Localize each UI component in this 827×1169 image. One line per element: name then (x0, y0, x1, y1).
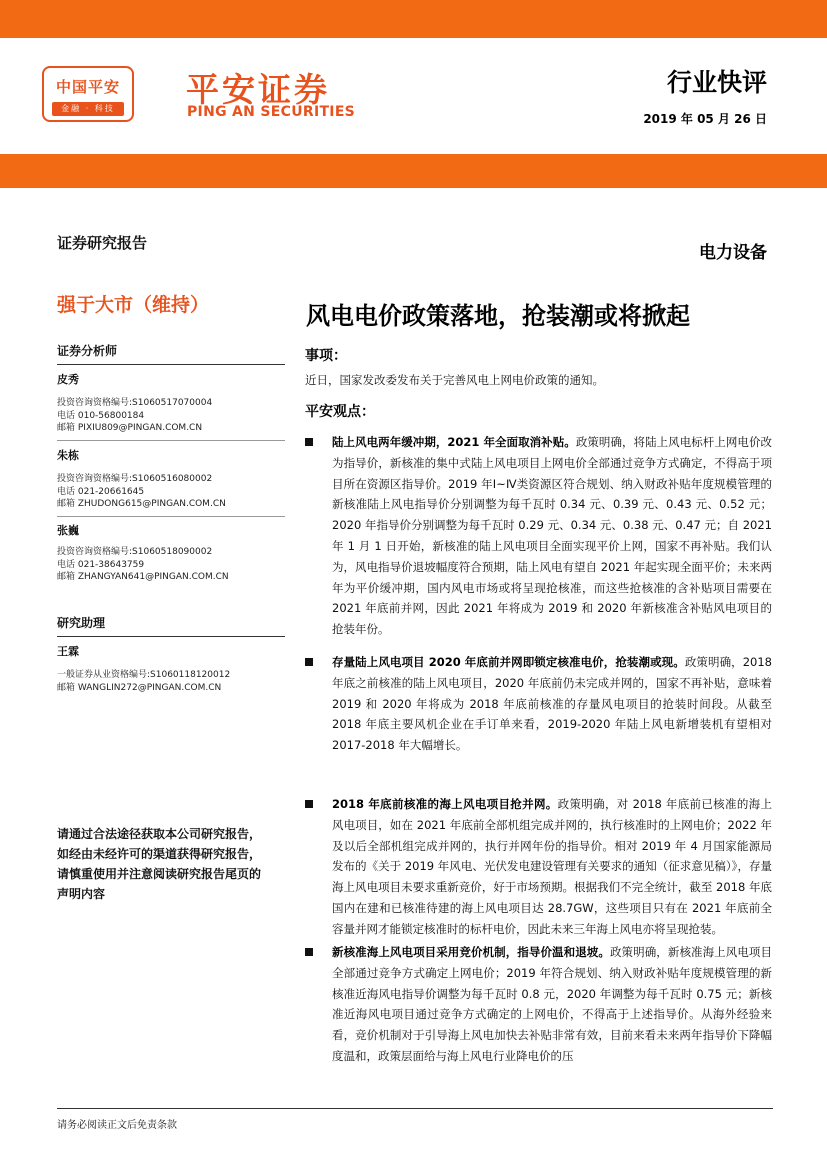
bullet-square-icon (305, 948, 313, 956)
analyst-license: 投资咨询资格编号:S1060516080002 (57, 474, 213, 484)
bullet-square-icon (305, 438, 313, 446)
top-orange-bar (0, 0, 827, 38)
rating: 强于大市（维持） (57, 294, 210, 316)
industry-name: 电力设备 (699, 243, 767, 263)
assistant-license: 一般证券从业资格编号:S1060118120012 (57, 670, 231, 680)
analyst-name: 皮秀 (57, 373, 79, 386)
bullet-body: 政策明确，对 2018 年底前已核准的海上风电项目，如在 2021 年底前全部机组完成并网的，执行核准时的上网电价；2022 年及以后全部机组完成并网的，执行并网年份的指导价。相对 2019 年 4 月国家能源局发布的《关于 2019 年风电、光伏发电建设管理有关要求的通知（征求意见稿）》，存量海上风电项目未要求重新竞价，好于市场预期。根据我们不完全统计，截至 2018 年底国内在建和已核准待建的海上风电项目达 28.7GW，这些项目只有在 2021 年底前全容量并网才能锁定核准时的标杆电价，因此未来三年海上风电亦将呈现抢装。 (332, 797, 773, 936)
assistant-name: 王霖 (57, 645, 79, 658)
bullet-lead: 新核准海上风电项目采用竞价机制，指导价温和退坡。 (332, 945, 610, 959)
brand-name-en: PING AN SECURITIES (187, 104, 356, 120)
bullet-text (332, 794, 772, 940)
disclaimer-notice: 请通过合法途径获取本公司研究报告，如经由未经许可的渠道获得研究报告，请慎重使用并注意阅读研究报告尾页的声明内容 (57, 827, 262, 901)
bullet-body: 政策明确，2018 年底之前核准的陆上风电项目，2020 年底前仍未完成并网的，国家不再补贴，意味着 2019 和 2020 年将成为 2018 年底前核准的存量风电项目的抢装时间段。从截至 2018 年底主要风机企业在手订单来看，2019-2020 年陆上风电新增装机有望相对 2017-2018 年大幅增长。 (332, 655, 772, 753)
analyst-name: 朱栋 (57, 449, 79, 462)
analyst-phone: 电话 010-56800184 (57, 411, 145, 421)
analyst-license: 投资咨询资格编号:S1060518090002 (57, 547, 213, 557)
logo-text: 中国平安 (55, 78, 120, 96)
analyst-email[interactable]: 邮箱 ZHUDONG615@PINGAN.COM.CN (57, 499, 226, 509)
bullet-square-icon (305, 800, 313, 808)
brand-name-cn: 平安证券 (186, 70, 330, 109)
bullet-text (332, 652, 772, 756)
logo-tagline: 金融 · 科技 (52, 102, 124, 116)
analyst-email[interactable]: 邮箱 PIXIU809@PINGAN.COM.CN (57, 423, 203, 433)
assistant-heading-block (57, 614, 285, 637)
bullet-text (332, 942, 772, 1067)
assistant-email[interactable]: 邮箱 WANGLIN272@PINGAN.COM.CN (57, 683, 222, 693)
footer-divider (57, 1108, 773, 1109)
ping-an-logo (42, 66, 134, 122)
analyst-license: 投资咨询资格编号:S1060517070004 (57, 398, 213, 408)
analyst-name: 张巍 (57, 524, 79, 537)
bullet-body: 政策明确，将陆上风电标杆上网电价改为指导价，新核准的集中式陆上风电项目上网电价全部通过竞争方式确定，不得高于项目所在资源区指导价。2019 年Ⅰ~Ⅳ类资源区符合规划、纳入财政补贴年度规模管理的新核准陆上风电指导价分别调整为每千瓦时 0.34 元、0.39 元、0.43 元、0.52 元；2020 年指导价分别调整为每千瓦时 0.29 元、0.34 元、0.38 元、0.47 元；自 2021 年 1 月 1 日开始，新核准的陆上风电项目全面实现平价上网，国家不再补贴。我们认为，风电指导价退坡幅度符合预期，陆上风电有望自 2021 年起实现全面平价；未来两年为平价缓冲期，国内风电市场或将呈现抢核准，而这些抢核准的含补贴项目需要在 2021 年底前并网，因此 2021 年将成为 2019 和 2020 年新核准含补贴风电项目的抢装年份。 (332, 435, 773, 637)
page-title: 风电电价政策落地，抢装潮或将掀起 (306, 302, 690, 330)
analyst-phone: 电话 021-38643759 (57, 560, 145, 570)
section-label: 证券研究报告 (57, 234, 148, 252)
bullet-body: 政策明确，新核准海上风电项目全部通过竞争方式确定上网电价；2019 年符合规划、纳入财政补贴年度规模管理的新核准近海风电指导价调整为每千瓦时 0.8 元，2020 年调整为每千瓦时 0.75 元；新核准近海风电项目通过竞争方式确定的上网电价，不得高于上述指导价。从海外经验来看，竞价机制对于引导海上风电加快去补贴非常有效，目前来看未来两年指导价下降幅度温和，政策层面给与海上风电行业降电价的压 (332, 945, 773, 1063)
event-text: 近日，国家发改委发布关于完善风电上网电价政策的通知。 (305, 373, 604, 387)
report-date: 2019 年 05 月 26 日 (643, 112, 767, 126)
footer-text: 请务必阅读正文后免责条款 (57, 1120, 177, 1131)
event-heading: 事项： (305, 348, 347, 364)
bullet-text (332, 432, 772, 640)
view-heading: 平安观点： (305, 404, 375, 420)
analysts-heading: 证券分析师 (57, 342, 285, 365)
divider (57, 516, 285, 517)
analyst-phone: 电话 021-20661645 (57, 487, 145, 497)
analysts-heading-block (57, 342, 285, 365)
bullet-lead: 陆上风电两年缓冲期，2021 年全面取消补贴。 (332, 435, 576, 449)
divider (57, 440, 285, 441)
bullet-lead: 存量陆上风电项目 2020 年底前并网即锁定核准电价，抢装潮或现。 (332, 655, 685, 669)
assistant-heading: 研究助理 (57, 614, 285, 637)
analyst-email[interactable]: 邮箱 ZHANGYAN641@PINGAN.COM.CN (57, 572, 229, 582)
mid-orange-bar (0, 154, 827, 188)
bullet-lead: 2018 年底前核准的海上风电项目抢并网。 (332, 797, 558, 811)
bullet-square-icon (305, 658, 313, 666)
report-type: 行业快评 (666, 68, 767, 97)
